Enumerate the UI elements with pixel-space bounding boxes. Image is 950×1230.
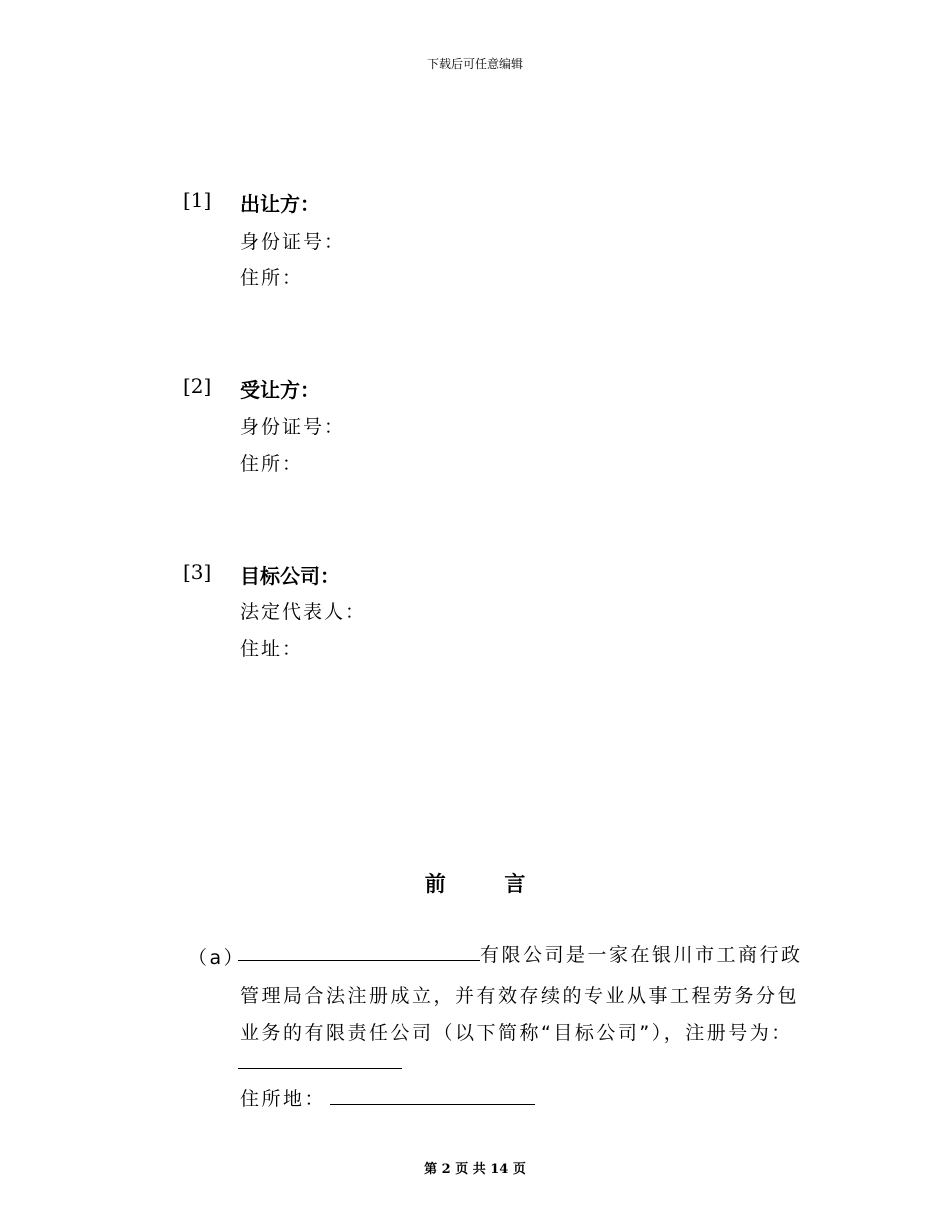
party-3-number: [3] bbox=[183, 560, 212, 584]
page-footer: 第 2 页 共 14 页 bbox=[424, 1162, 526, 1177]
page-header-note: 下载后可任意编辑 bbox=[426, 57, 523, 71]
party-2-address-field: 住所： bbox=[240, 453, 304, 475]
preface-line-3: 业务的有限责任公司（以下简称“目标公司”），注册号为： bbox=[240, 1022, 793, 1044]
preface-line-1-text: 有限公司是一家在银川市工商行政 bbox=[480, 944, 803, 966]
preface-title-left: 前 bbox=[424, 872, 446, 896]
address-blank[interactable] bbox=[330, 1084, 535, 1105]
party-2-title: 受让方： bbox=[240, 378, 320, 402]
preface-title bbox=[0, 868, 950, 898]
address-row bbox=[240, 1084, 535, 1111]
preface-line-1 bbox=[238, 940, 803, 967]
registration-number-blank[interactable] bbox=[238, 1048, 402, 1069]
preface-line-2: 管理局合法注册成立，并有效存续的专业从事工程劳务分包 bbox=[240, 985, 800, 1007]
preface-item-label: （a） bbox=[188, 947, 246, 969]
registration-number-row bbox=[238, 1048, 402, 1073]
company-name-blank[interactable] bbox=[238, 940, 480, 961]
party-2-number: [2] bbox=[183, 374, 212, 398]
party-3-address-field: 住址： bbox=[240, 638, 304, 660]
address-label: 住所地： bbox=[240, 1088, 327, 1110]
preface-title-right: 言 bbox=[504, 872, 526, 896]
party-3-title: 目标公司： bbox=[240, 564, 340, 588]
party-2-id-field: 身份证号： bbox=[240, 416, 346, 438]
party-1-number: [1] bbox=[183, 188, 212, 212]
party-1-id-field: 身份证号： bbox=[240, 231, 346, 253]
party-1-address-field: 住所： bbox=[240, 267, 304, 289]
party-1-title: 出让方： bbox=[240, 192, 320, 216]
party-3-legal-rep-field: 法定代表人： bbox=[240, 601, 367, 623]
